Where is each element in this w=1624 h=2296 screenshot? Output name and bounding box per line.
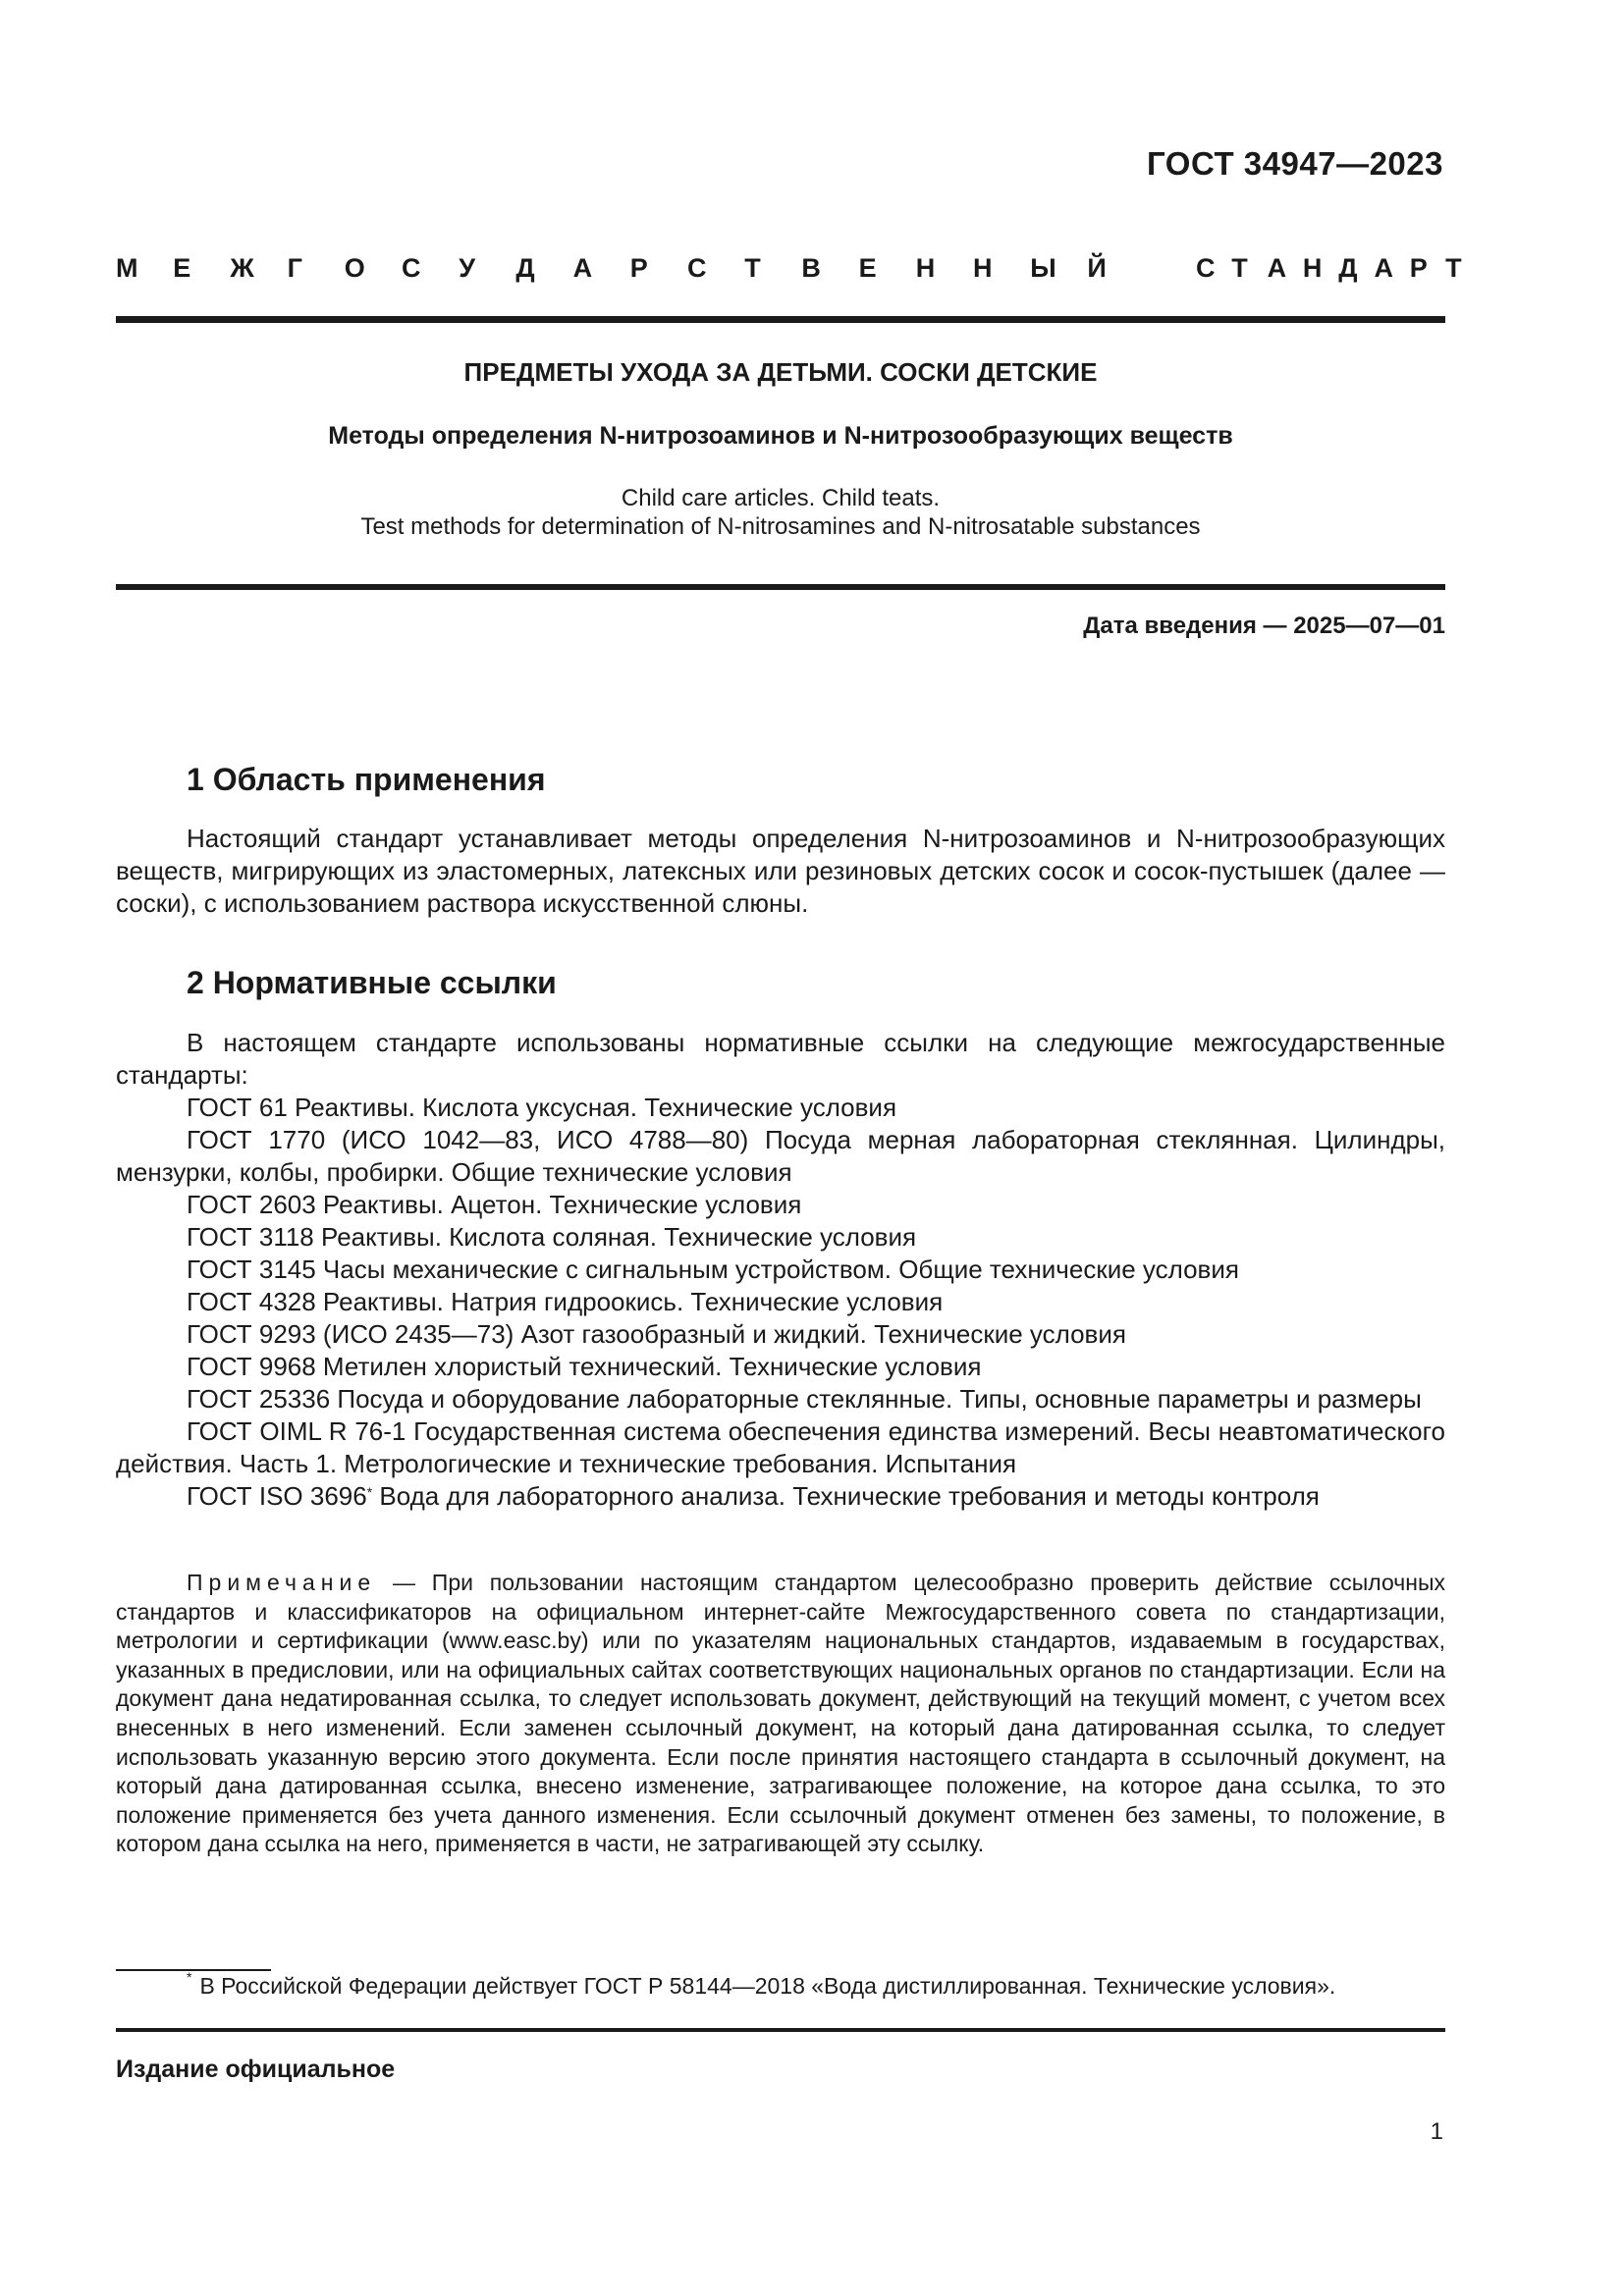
english-title-line-1: Child care articles. Child teats.: [621, 485, 941, 511]
banner-letter: Н: [1302, 253, 1323, 283]
footnote-rule: [116, 1969, 271, 1971]
reference-item: ГОСТ 25336 Посуда и оборудование лабораторные стеклянные. Типы, основные параметры и размеры: [187, 1384, 1422, 1414]
banner-letter: Д: [515, 253, 535, 283]
section-1-heading: 1 Область применения: [187, 762, 546, 797]
banner-letter: С: [687, 253, 707, 283]
section-2-intro: В настоящем стандарте использованы нормативные ссылки на следующие межгосударственные стандарты:: [116, 1028, 1445, 1090]
reference-item: ГОСТ 3145 Часы механические с сигнальным устройством. Общие технические условия: [187, 1255, 1239, 1284]
section-2-body: [116, 1027, 1445, 1513]
banner-letter: Ы: [1030, 253, 1056, 283]
banner-letter: Ж: [230, 253, 254, 283]
banner-letter: Н: [915, 253, 936, 283]
top-rule: [116, 316, 1445, 323]
banner-letter: С: [402, 253, 421, 283]
banner-letter: О: [344, 253, 365, 283]
note-block: [116, 1569, 1445, 1859]
footnote: [187, 1969, 1336, 2000]
reference-list: [116, 1092, 1445, 1480]
banner-letter: М: [116, 253, 138, 283]
reference-item: ГОСТ ISO 3696* Вода для лабораторного анализа. Технические требования и методы контроля: [187, 1481, 1320, 1511]
footer-rule: [116, 2028, 1445, 2032]
banner-letter: Г: [287, 253, 302, 283]
reference-item: ГОСТ 9293 (ИСО 2435—73) Азот газообразный и жидкий. Технические условия: [187, 1319, 1126, 1349]
reference-item: ГОСТ 61 Реактивы. Кислота уксусная. Технические условия: [187, 1093, 897, 1122]
banner-letter: С: [1196, 253, 1216, 283]
standard-type-banner: [116, 253, 1462, 291]
banner-letter: А: [1374, 253, 1393, 283]
section-1-paragraph: Настоящий стандарт устанавливает методы определения N-нитрозоаминов и N-нитрозообразующих веществ, мигрирующих из эластомерных, латексных или резиновых детских сосок и сосок-пустышек (далее — соски), с использованием раствора искусственной слюны.: [116, 824, 1445, 918]
banner-letter: А: [1267, 253, 1287, 283]
banner-letter: Н: [973, 253, 993, 283]
banner-letter: У: [459, 253, 475, 283]
reference-item: ГОСТ 9968 Метилен хлористый технический. Технические условия: [187, 1352, 982, 1381]
reference-item: ГОСТ 2603 Реактивы. Ацетон. Технические условия: [187, 1190, 802, 1219]
banner-letter: Д: [1338, 253, 1358, 283]
english-title-line-2: Test methods for determination of N-nitrosamines and N-nitrosatable substances: [360, 513, 1201, 540]
note-label: Примечание: [187, 1570, 377, 1595]
reference-item: ГОСТ 4328 Реактивы. Натрия гидроокись. Технические условия: [187, 1287, 944, 1316]
reference-item: ГОСТ 1770 (ИСО 1042—83, ИСО 4788—80) Посуда мерная лабораторная стеклянная. Цилиндры, мензурки, колбы, пробирки. Общие технические условия: [116, 1125, 1445, 1187]
banner-letter: Р: [629, 253, 648, 283]
page-number: 1: [1430, 2118, 1443, 2145]
banner-letter: Е: [858, 253, 877, 283]
banner-letter: Т: [1231, 253, 1248, 283]
section-2-heading: 2 Нормативные ссылки: [187, 965, 557, 1000]
document-subtitle: Методы определения N-нитрозоаминов и N-нитрозообразующих веществ: [328, 422, 1233, 450]
banner-letter: А: [572, 253, 593, 283]
section-1-body: [116, 823, 1445, 920]
reference-item: ГОСТ 3118 Реактивы. Кислота соляная. Технические условия: [187, 1222, 917, 1252]
banner-letter: Й: [1087, 253, 1107, 283]
banner-letter: Р: [1409, 253, 1428, 283]
reference-item: ГОСТ OIML R 76-1 Государственная система обеспечения единства измерений. Весы неавтоматического действия. Часть 1. Метрологические и технические требования. Испытания: [116, 1416, 1445, 1478]
title-rule: [116, 584, 1445, 590]
note-text: — При пользовании настоящим стандартом целесообразно проверить действие ссылочных стандартов и классификаторов на официальном интернет-сайте Межгосударственного совета по стандартизации, метрологии и сертификации (www.easc.by) или по указателям национальных стандартов, издаваемым в государствах, указанных в предисловии, или на официальных сайтах соответствующих национальных органов по стандартизации. Если на документ дана недатированная ссылка, то следует использовать документ, действующий на текущий момент, с учетом всех внесенных в него изменений. Если заменен ссылочный документ, на который дана датированная ссылка, то следует использовать указанную версию этого документа. Если после принятия настоящего стандарта в ссылочный документ, на который дана датированная ссылка, внесено изменение, затрагивающее положение, на которое дана ссылка, то это положение применяется без учета данного изменения. Если ссылочный документ отменен без замены, то положение, в котором дана ссылка на него, применяется в части, не затрагивающей эту ссылку.: [116, 1570, 1445, 1857]
introduction-date: Дата введения — 2025—07—01: [1083, 613, 1445, 639]
document-number: ГОСТ 34947—2023: [1147, 145, 1443, 182]
banner-letter: Т: [744, 253, 761, 283]
footnote-text: В Российской Федерации действует ГОСТ Р 58144—2018 «Вода дистиллированная. Технические условия».: [199, 1973, 1336, 1999]
footnote-marker: *: [366, 1484, 373, 1500]
banner-letter: Т: [1445, 253, 1462, 283]
banner-letter: Е: [173, 253, 191, 283]
footnote-mark: *: [187, 1969, 192, 1985]
banner-letter: В: [801, 253, 821, 283]
edition-label: Издание официальное: [116, 2056, 396, 2083]
document-title: ПРЕДМЕТЫ УХОДА ЗА ДЕТЬМИ. СОСКИ ДЕТСКИЕ: [463, 357, 1098, 387]
